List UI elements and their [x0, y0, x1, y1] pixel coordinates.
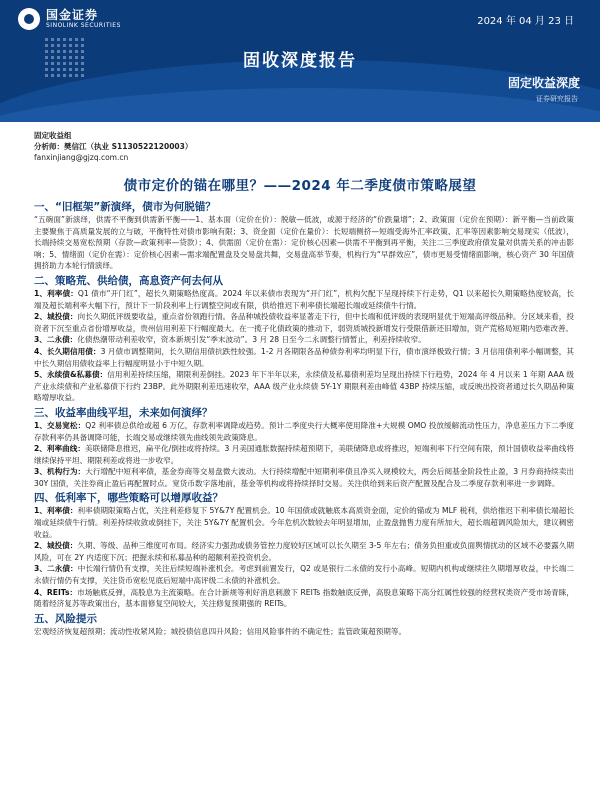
- section-heading: 二、策略荒、供给债，高息资产何去何从: [34, 274, 223, 287]
- paragraph: [34, 505, 574, 540]
- paragraph-text: Q1 债市“开门红”，超长久期策略热度高。2024 年以来债市表现为“开门红”，机构欠配下呈现持续下行走势，Q1 以来超长久期策略热度较高，长端及超长端利率大幅下行，预计下一阶段利率上行调整空间或有限，供给推迟下利率债长端超长端或延续债牛行情。: [34, 288, 574, 310]
- logo-name-en: SINOLINK SECURITIES: [46, 21, 121, 29]
- paragraph: [34, 334, 574, 346]
- paragraph: [34, 587, 574, 610]
- paragraph-lead: 2、城投债：: [34, 541, 78, 551]
- paragraph-lead: 1、利率债：: [34, 506, 78, 516]
- logo-name-cn: 国金证券: [46, 7, 99, 22]
- paragraph-lead: 2、利率曲线：: [34, 444, 85, 454]
- paragraph-lead: 5、永续债&私募债：: [34, 370, 108, 380]
- report-category-sub: 证券研究报告: [536, 95, 578, 103]
- section-heading: 一、“旧框架”新演绎，债市为何脱锚？: [34, 201, 216, 213]
- paragraph: [34, 369, 574, 404]
- paragraph: [34, 443, 574, 466]
- analyst-name: 分析师：樊信江（执业 S1130522120003）: [34, 142, 193, 151]
- paragraph-text: 久期、等级、品种三维度可布局。经济实力强劲或债务管控力度较好区域可以长久期至 3-5 年左右；债务负担重或负面舆情扰动的区域不必要露久期风险，可在 2Y 内适度下沉；把握永续和私募品种的超额利差投资机会。: [34, 541, 574, 562]
- paragraph-text: 3 月债市调整期间，长久期信用债抗跌性较强。1-2 月各期限各品种债券利率均明显下行，债市演绎极致行情；3 月信用债利率小幅调整，其中长久期信用债收益率上行幅度明显小于中短久期。: [34, 346, 574, 368]
- page-title: 债市定价的锚在哪里？——2024 年二季度债市策略展望: [123, 178, 477, 194]
- paragraph-text: 宏观经济恢复超预期；流动性收紧风险；城投债信息四升风险；信用风险事件的不确定性；监管政策超预期等。: [34, 626, 407, 636]
- paragraph-lead: 3、二永债：: [34, 564, 78, 574]
- paragraph: [34, 214, 574, 272]
- section: [34, 612, 574, 638]
- company-logo: [18, 8, 121, 30]
- paragraph: [34, 563, 574, 586]
- paragraph-text: Q2 利率债总供给或超 6 万亿，存款利率调降或趋势。预计二季度央行大概率使用降准+大规模 OMO 投放缓解流动性压力，净息差压力下二季度存款利率仍具备调降可能，长端交易或继续领先曲线领先政策降息。: [34, 420, 574, 442]
- paragraph-text: 化债热潮带动利差收窄，资本新规引发“季末波动”。3 月 28 日至今二永调整行情暂止，利差持续收窄。: [77, 335, 426, 345]
- header-banner: [0, 0, 600, 122]
- paragraph-text: 美联储降息推迟，扁平化/倒挂或将持续。3 月美国通胀数据持续超预期下，美联储降息或将推迟，短端利率下行空间有限，预计国债收益率曲线将继续保持平坦、期限利差或将进一步收窄。: [34, 444, 575, 465]
- section: [34, 274, 574, 404]
- author-info: [34, 130, 192, 163]
- report-category: 固定收益深度: [507, 76, 580, 90]
- paragraph-text: 大行增配中短利率债，基金券商等交易盘微大波动。大行持续增配中短期利率债且净买入规模较大，两会后阅基金阶段性止盈，3 月券商持续卖出 30Y 国债，关注券商止盈后再配置时点。宽货币数字落地前，基金等机构或将持续择时交易。关注供给到来后资产配置及配合及二季度存款利率进一步调降。: [34, 467, 574, 488]
- paragraph-lead: 1、利率债：: [34, 288, 78, 298]
- team-name: 固定收益组: [34, 131, 72, 140]
- paragraph: [34, 466, 574, 489]
- paragraph-text: “五碗面”新演绎，供需不平衡到供需新平衡——1、基本面（定价在价）：脱敏—低波，或源于经济的“价跌量增”；2、政策面（定价在预期）：新平衡—当前政策主要聚焦于高质量发展的立与破，平衡特性对债市影响有限；3、资金面（定价在量价）：长短端侧挤—短端受海外汇率政策、汇率等因素影响交易现实（低波），长端持续交易宽松预期（存款—政策利率—贷款）；4、供需面（定价在需）：定价核心因素—供需不平衡到再平衡，关注二三季度政府债发量对供需关系的冲击影响；5、情绪面（定价在需）：定价核心因素—需求端配置盘及交易盘共舞，交易盘高举节奏，机构行为“早群效应”，债市更易受情绪面影响，核心资产 30 年国债拥挤助力本轮行情演绎。: [34, 215, 574, 271]
- report-date: 2024 年 04 月 23 日: [477, 16, 574, 27]
- paragraph-text: 信用利差持续压缩，期限利差倒挂。2023 年下半年以来，永续债及私募债利差均呈现出持续下行趋势，2024 年 4 月以来 1 年期 AAA 级产业永续债和产业私募债下行约 23BP。此外期限利差迅速收窄，AAA 级产业永续债 5Y-1Y 期限利差由峰值 43BP 持续压缩，或反映出投资者通过长久期品种策略增厚收益。: [34, 370, 574, 403]
- section: [34, 406, 574, 490]
- paragraph: [34, 346, 574, 369]
- section-heading: 四、低利率下，哪些策略可以增厚收益？: [34, 492, 223, 505]
- paragraph-lead: 1、交易宽松：: [34, 420, 86, 430]
- paragraph: [34, 540, 574, 563]
- paragraph: [34, 420, 574, 443]
- paragraph-lead: 3、二永债：: [34, 335, 78, 345]
- paragraph-text: 中长端行情仍有支撑，关注后续短端补涨机会。考虑到前置发行，Q2 或是银行二永债的发行小高峰。短期内机构或继续往久期增厚收益，中长端二永债行情仍有支撑，关注货币宽松见底后短端中高评级二永债的补涨机会。: [34, 564, 574, 586]
- paragraph: [34, 311, 574, 334]
- section: [34, 200, 574, 272]
- paragraph-text: 向长久期低评级要收益，重点省份领跑行情。各品种城投债收益率显著走下行，但中长端和低评级的表现明显优于短端高评级品种。分区域来看，投资者下沉至重点省份增厚收益，贵州信用利差下行幅度最大。在一揽子化债政策的推动下，弱资质城投新增发行受限借新还旧增加，资产荒格局短期内恐难改善。: [34, 312, 574, 333]
- paragraph-lead: 2、城投债：: [34, 312, 78, 322]
- section-heading: 三、收益率曲线平坦，未来如何演绎？: [34, 406, 213, 419]
- paragraph-lead: 4、REITs：: [34, 587, 78, 597]
- analyst-email: fanxinjiang@gjzq.com.cn: [34, 153, 129, 162]
- logo-mark-icon: [18, 8, 40, 30]
- section-heading: 五、风险提示: [34, 612, 97, 625]
- report-body: [34, 198, 574, 637]
- paragraph-lead: 4、长久期信用债：: [34, 346, 101, 356]
- paragraph-text: 利率债期限策略占优，关注利差修复下 5Y&7Y 配置机会。10 年国债或就触底本高质资金面，定价的锚或为 MLF 税利，供给推迟下利率债长端超长端或延续债牛行情。利差持续收敛或倒挂下，关注 5Y&7Y 配置机会。今年危机次数较去年明显增加，止盈盘抛售力度有所加大，超长端超调风险加大，建议稠密收益。: [34, 506, 574, 539]
- report-type: 固收深度报告: [243, 51, 357, 71]
- paragraph-text: 市场触底反弹，高股息为主流策略。在合计新规等利好消息刺激下 REITs 指数触底反弹，高股息策略下高分红属性较强的经营权类资产受市场青睐，随着经济复苏等政策出台，基本面修复空间较大，关注修复预期强的 REITs。: [34, 587, 574, 609]
- paragraph: [34, 626, 574, 638]
- paragraph-lead: 3、机构行为：: [34, 467, 86, 477]
- paragraph: [34, 288, 574, 311]
- section: [34, 491, 574, 609]
